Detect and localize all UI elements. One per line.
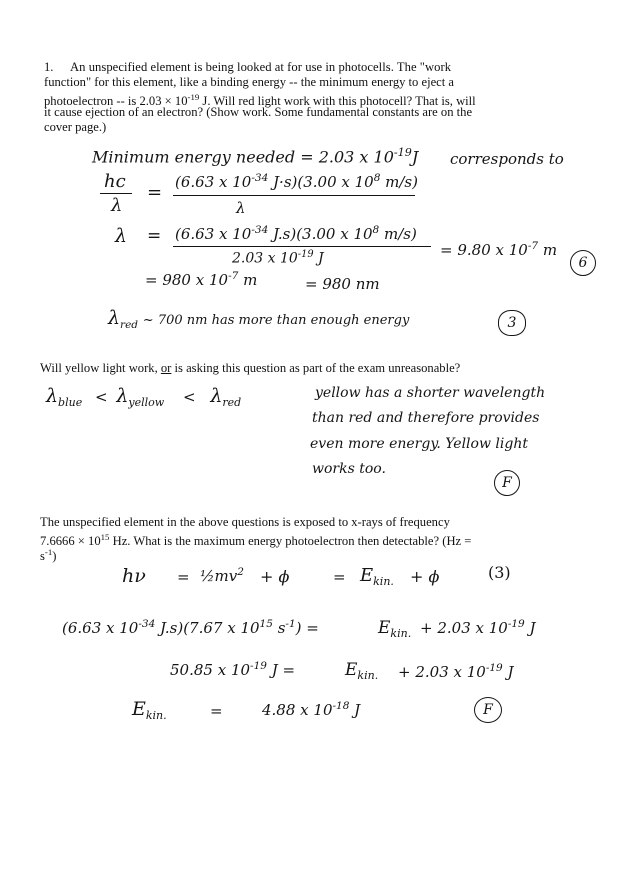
ans3-line4-ekin [132, 698, 167, 722]
ans1-num2-mid: J.s)(3.00 x 10 [268, 225, 373, 243]
ans3-line4-value [262, 700, 360, 719]
ans1-eq2: = [147, 226, 162, 246]
ans1-num2 [175, 224, 417, 243]
ans1-red-text: ~ 700 nm has more than enough energy [142, 313, 410, 328]
ans1-hc-den: λ [111, 195, 123, 216]
ans1-num2-exp2: 8 [372, 224, 380, 236]
ans1-red-sub: red [120, 319, 139, 331]
ans1-red-line [108, 307, 409, 331]
ans1-rhs-num-a: (6.63 x 10 [175, 173, 252, 191]
ans3-line2-b: J.s)(7.67 x 10 [155, 619, 260, 637]
ans3-line4-c: 4.88 x 10 [262, 701, 333, 719]
ans3-line4-c-exp: -18 [332, 700, 350, 712]
q3-line2-post: Hz. What is the maximum energy photoelectron then detectable? (Hz = [109, 534, 472, 549]
ans1-result2 [145, 270, 257, 289]
ans3-line3-ekin [345, 660, 378, 682]
q1-line3-post: J. Will red light work with this photocell? That is, will [199, 94, 476, 109]
ans2-line4: works too. [312, 461, 386, 477]
ans3-grade1: (3) [488, 563, 511, 582]
ans1-den2 [232, 249, 324, 267]
ans3-line2 [62, 618, 319, 637]
q1-line2: function" for this element, like a binding energy -- the minimum energy to eject a [44, 75, 455, 89]
ans1-result2-exp: -7 [228, 270, 239, 282]
q1-line3-pre: photoelectron -- is 2.03 × 10 [44, 94, 188, 109]
q2-post: is asking this question as part of the exam unreasonable? [171, 361, 461, 375]
q2-pre: Will yellow light work, [40, 361, 161, 375]
q3-line2 [40, 530, 471, 548]
ans3-line2-ekin [378, 618, 411, 640]
q1-line1: An unspecified element is being looked at for use in photocells. The "work [70, 60, 452, 74]
ans3-line3 [170, 660, 295, 679]
ans3-line2-e: E [378, 618, 391, 638]
ans3-line2-f: + 2.03 x 10 [420, 619, 508, 637]
ans2-sub3: red [222, 396, 242, 409]
ans1-rhs-line [173, 195, 415, 196]
ans1-red-lambda: λ [108, 307, 121, 329]
ans1-result1-exp: -7 [527, 240, 539, 252]
ans2-line3: even more energy. Yellow light [310, 436, 528, 452]
ans1-eq1: = [147, 182, 163, 203]
ans2-lt2: < [182, 388, 196, 406]
ans2-sub1: blue [58, 396, 83, 409]
ans2-l3: λ [210, 385, 223, 407]
ans1-result1 [440, 240, 557, 259]
ans3-half-mv2 [200, 566, 244, 585]
ans3-half: ½ [200, 567, 215, 585]
ans1-rhs-den: λ [236, 199, 246, 217]
ans1-result2-unit: m [238, 271, 258, 289]
ans1-frac2-line [173, 246, 431, 247]
ans3-ekin [360, 565, 394, 588]
q1-line4: it cause ejection of an electron? (Show work. Some fundamental constants are on the [44, 105, 473, 119]
q2-or: or [160, 361, 172, 375]
ans1-den2-exp: -19 [297, 249, 314, 260]
ans3-line2-a: (6.63 x 10 [62, 619, 139, 637]
ans2-grade-circle: F [494, 470, 520, 496]
ans3-plus-phi: + ϕ [260, 567, 290, 586]
ans1-hc-line [100, 193, 132, 194]
ans2-line1: yellow has a shorter wavelength [315, 385, 546, 401]
ans1-rhs-num-exp2: 8 [373, 172, 381, 184]
ans3-ekin-e: E [360, 565, 374, 586]
ans3-line2-c: s [272, 619, 286, 637]
ans1-result1-unit: m [538, 241, 558, 259]
ans3-line3-a-exp: -19 [250, 660, 267, 672]
q3-line3 [40, 545, 56, 563]
ans2-l2: λ [116, 385, 129, 407]
ans1-minimum-energy-text: Minimum energy needed = 2.03 x 10 [92, 147, 394, 167]
ans3-plus-phi2: + ϕ [410, 567, 440, 586]
ans3-line2-e-sub: kin. [390, 627, 412, 640]
ans3-line2-a-exp: -34 [138, 618, 156, 630]
q3-line3-pre: s [40, 549, 45, 564]
q2-text [40, 361, 460, 375]
q3-line1: The unspecified element in the above questions is exposed to x-rays of frequency [40, 515, 450, 529]
ans3-mv2: mv [214, 567, 238, 585]
q1-number: 1. [44, 60, 54, 74]
ans3-line2-g: J [524, 619, 536, 637]
ans3-line3-b: J = [266, 661, 296, 679]
ans1-grade2-circle: 3 [498, 310, 526, 336]
ans1-minimum-energy [92, 146, 418, 166]
ans3-ekin-sub: kin. [373, 575, 394, 588]
ans3-line2-b-exp: 15 [259, 618, 273, 630]
ans3-line4-eq: = [210, 702, 223, 720]
ans1-minimum-energy-unit: J [411, 147, 419, 167]
ans3-line2-tail [420, 618, 536, 637]
ans2-lambda-order [46, 385, 241, 409]
ans3-line4-a-sub: kin. [145, 709, 167, 722]
ans1-rhs-num-end: m/s) [380, 173, 418, 191]
ans1-grade1-circle: 6 [570, 250, 596, 276]
ans1-den2-a: 2.03 x 10 [232, 250, 298, 267]
ans3-line3-e: J [502, 663, 514, 681]
ans1-num2-end: m/s) [379, 225, 417, 243]
q3-line3-exp: -1 [44, 547, 53, 557]
ans3-line2-c-exp: -1 [285, 618, 296, 630]
ans3-mv2-exp: 2 [237, 566, 244, 578]
ans3-line3-d: + 2.03 x 10 [398, 663, 486, 681]
ans1-rhs-num-exp: -34 [251, 172, 269, 184]
ans1-result2-a: = 980 x 10 [145, 271, 229, 289]
ans1-lambda-label: λ [115, 225, 128, 247]
ans3-eq-b: = [333, 568, 346, 586]
ans3-line4-d: J [349, 701, 361, 719]
ans1-rhs-num [175, 172, 418, 191]
ans2-l1: λ [46, 385, 59, 407]
ans3-line3-c: E [345, 660, 358, 680]
ans1-den2-unit: J [313, 250, 324, 267]
q3-line2-exp: 15 [100, 532, 110, 542]
ans3-line2-f-exp: -19 [507, 618, 525, 630]
ans1-num2-a: (6.63 x 10 [175, 225, 252, 243]
ans1-minimum-energy-exp: -19 [393, 146, 412, 159]
ans2-line2: than red and therefore provides [312, 410, 540, 426]
ans3-line3-a: 50.85 x 10 [170, 661, 251, 679]
ans1-num2-exp: -34 [251, 224, 269, 236]
q1-line5: cover page.) [44, 120, 107, 134]
ans1-hc-num: hc [104, 171, 126, 192]
ans3-eq-a: = [177, 568, 190, 586]
ans3-line3-tail [398, 662, 514, 681]
ans2-sub2: yellow [128, 396, 165, 409]
ans1-result3: = 980 nm [305, 275, 380, 293]
ans1-corresponds: corresponds to [450, 150, 564, 168]
q3-line3-post: ) [52, 549, 57, 564]
ans3-line3-c-sub: kin. [357, 669, 379, 682]
ans3-grade2-circle: F [474, 697, 502, 723]
ans1-result1-a: = 9.80 x 10 [440, 241, 528, 259]
ans3-line3-d-exp: -19 [485, 662, 503, 674]
ans3-hv: hν [122, 565, 146, 587]
ans1-rhs-num-mid: J·s)(3.00 x 10 [268, 173, 374, 191]
q1-line3-exp: -19 [187, 92, 200, 102]
ans3-line2-d: ) = [295, 619, 319, 637]
q3-line2-pre: 7.6666 × 10 [40, 534, 101, 549]
ans2-lt1: < [94, 388, 108, 406]
ans3-line4-a: E [132, 698, 146, 720]
